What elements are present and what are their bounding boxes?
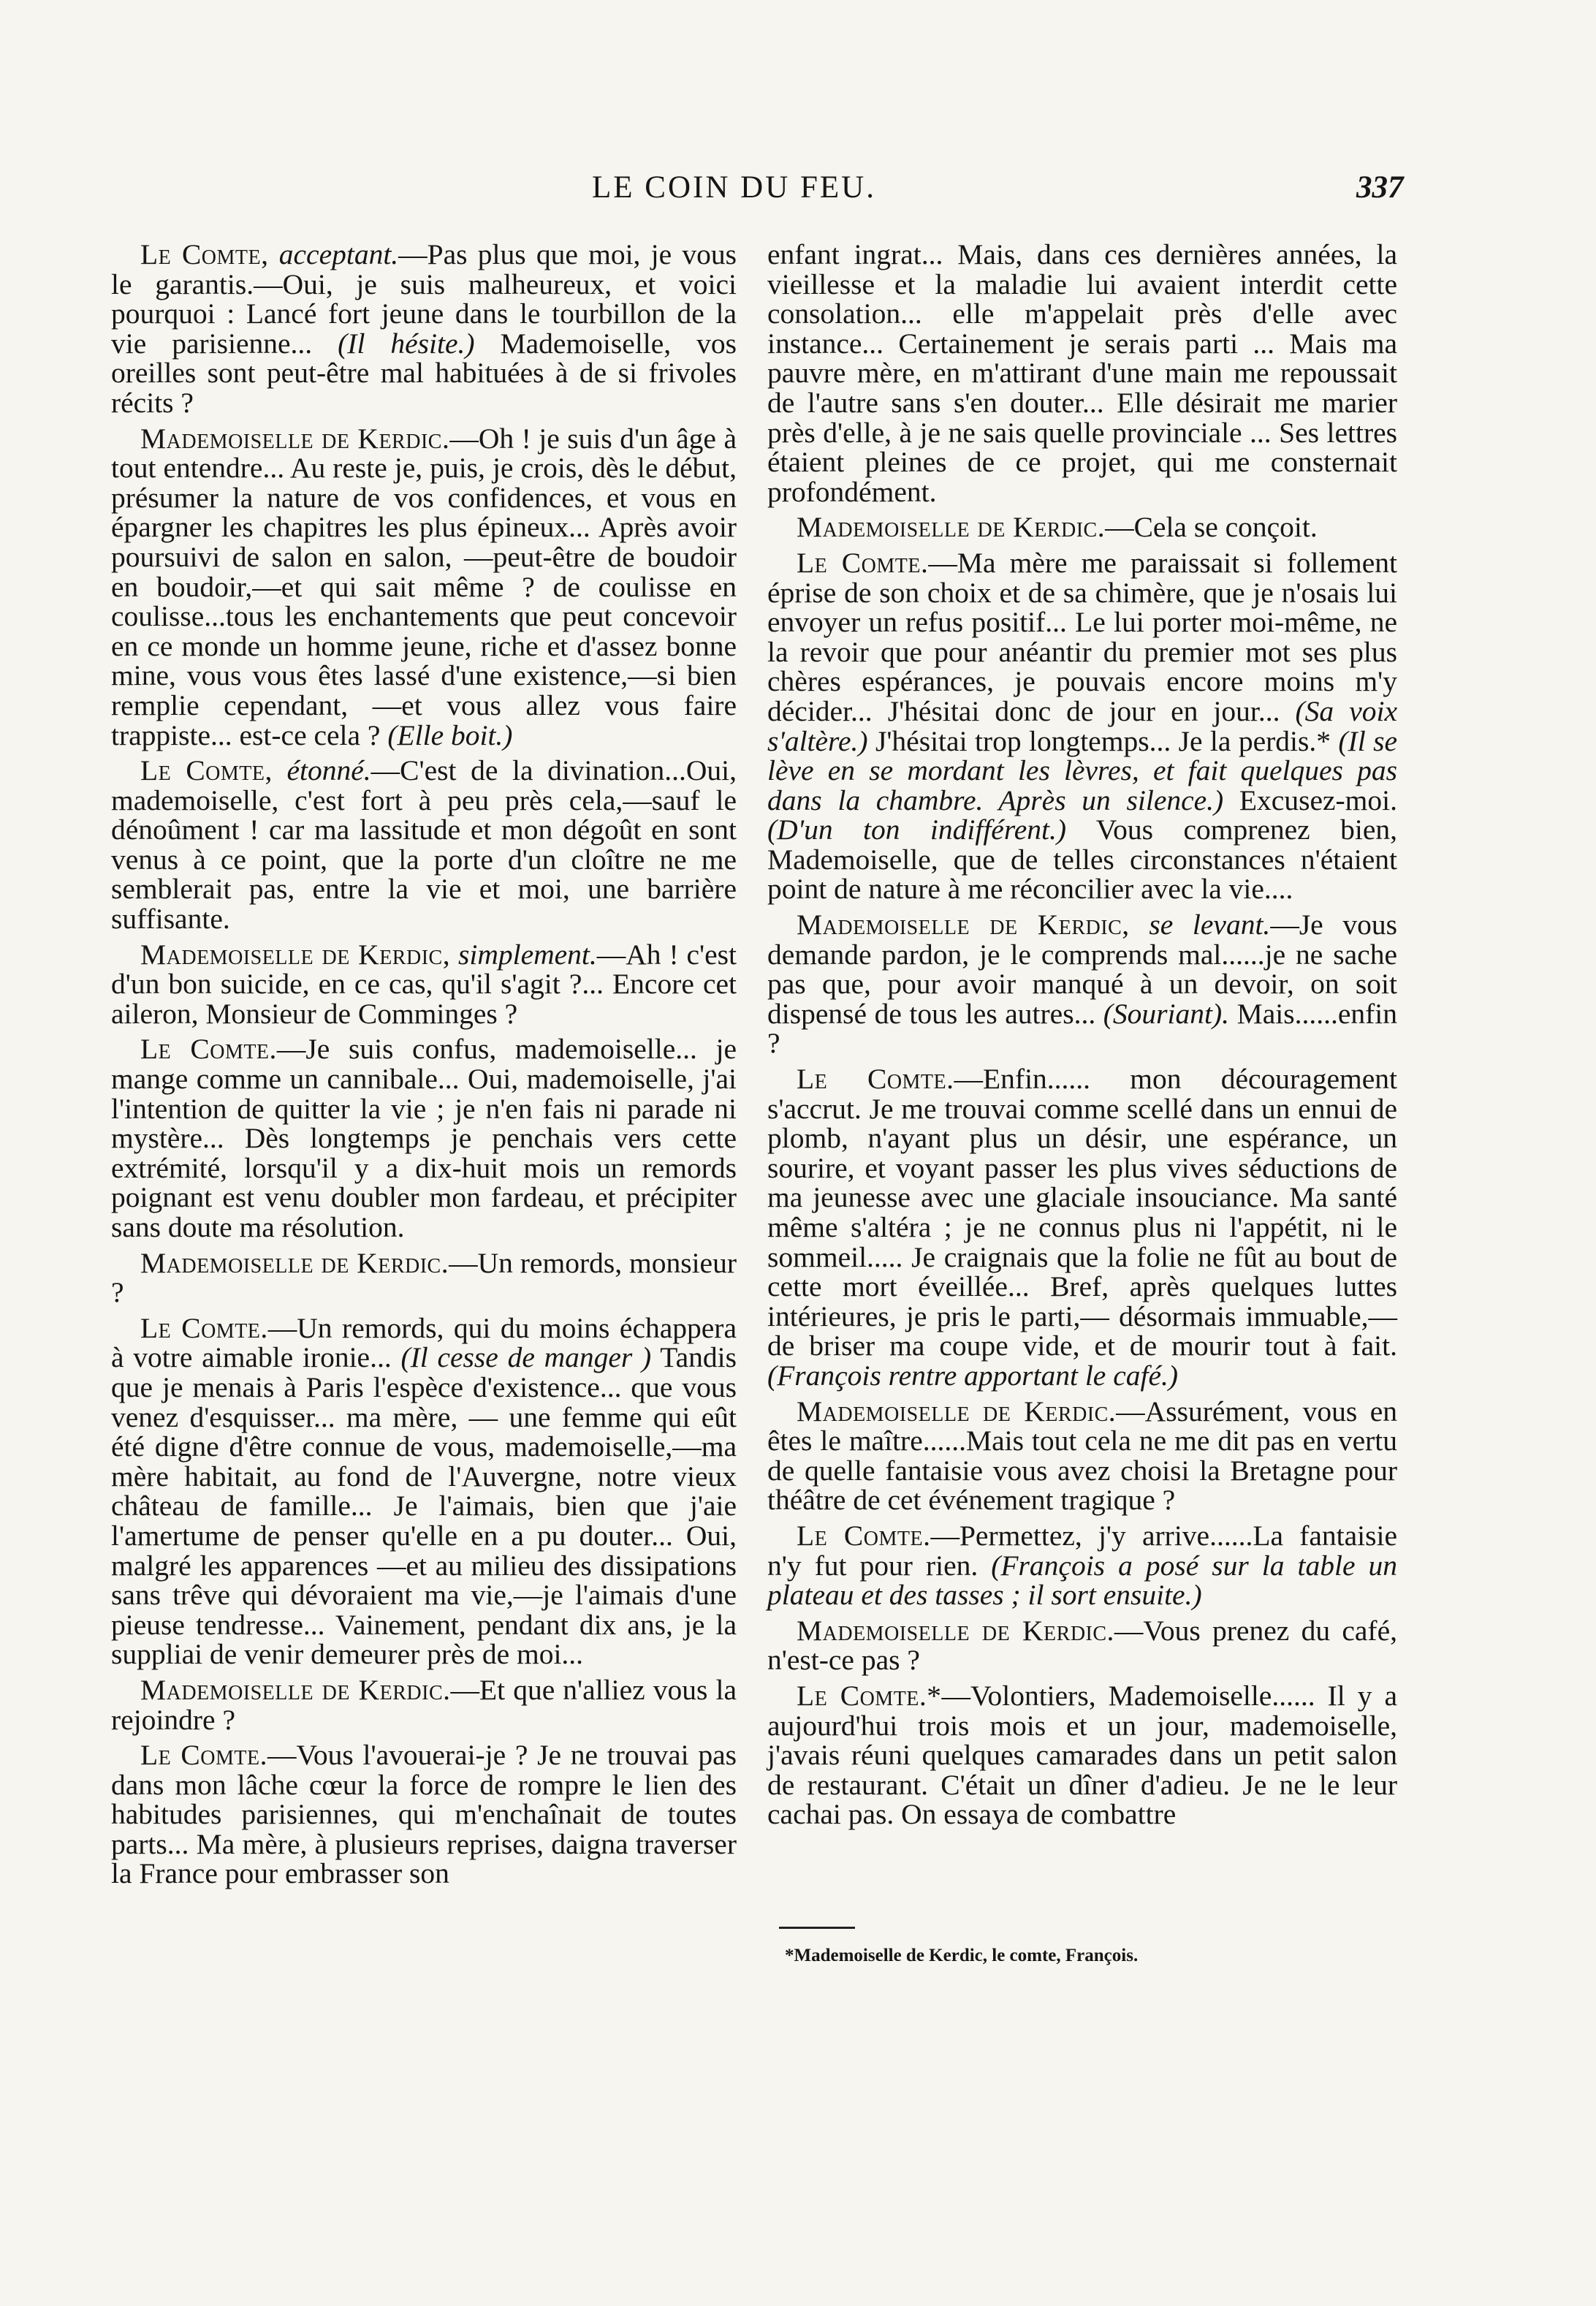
dialogue-paragraph: [767, 1681, 1397, 1829]
stage-direction: (Il se lève en se mordant les lèvres, et fait quelques pas dans la chambre. Après un silence.): [767, 724, 1398, 816]
dialogue-text: —Enfin...... mon découragement s'accrut. Je me trouvai comme scellé dans un ennui de plomb, n'ayant plus un désir, une espérance, un sourire, et voyant passer les plus vives séductions de ma jeunesse avec une glaciale insouciance. Ma santé même s'altéra ; je ne connus plus ni l'appétit, ni le sommeil..... Je craignais que la folie ne fût au bout de cette mort éveillée... Bref, après quelques luttes intérieures, je pris le parti,— désormais immuable,—de briser ma coupe vide, et de mourir tout à fait.: [767, 1063, 1398, 1362]
dialogue-text: —Un remords, qui du moins échappera à votre aimable ironie...: [111, 1311, 737, 1374]
speaker-name: Mademoiselle de Kerdic.: [140, 1246, 449, 1279]
dialogue-paragraph: [111, 756, 737, 934]
dialogue-paragraph: [767, 910, 1397, 1058]
dialogue-paragraph: [111, 424, 737, 751]
speaker-name: Le Comte.: [797, 1063, 954, 1096]
dialogue-text: —Permettez, j'y arrive......La fantaisie n'y fut pour rien.: [767, 1519, 1397, 1582]
stage-direction: (Sa voix s'altère.): [767, 694, 1397, 757]
stage-direction: simplement.: [457, 938, 597, 971]
footnote: *Mademoiselle de Kerdic, le comte, François.: [785, 1946, 1139, 1965]
dialogue-paragraph: [111, 940, 737, 1029]
dialogue-paragraph: [767, 1521, 1397, 1610]
dialogue-paragraph: [767, 1616, 1397, 1675]
dialogue-paragraph: [767, 1397, 1397, 1515]
dialogue-text: Tandis que je menais à Paris l'espèce d'existence... que vous venez d'esquisser... ma mère, — une femme qui eût été digne d'être connue de vous, mademoiselle,—ma mère habitait, au fond de l'Auvergne, notre vieux château de famille... Je l'aimais, bien que j'aie l'amertume de penser qu'elle en a pu douter... Oui, malgré les apparences —et au milieu des dissipations sans trêve qui dévoraient ma vie,—je l'aimais d'une pieuse tendresse... Vainement, pendant dix ans, je la suppliai de venir demeurer près de moi...: [111, 1341, 737, 1671]
speaker-name: Le Comte.: [797, 546, 929, 579]
dialogue-text: —Un remords, monsieur ?: [111, 1246, 737, 1309]
stage-direction: se levant.: [1149, 909, 1271, 941]
speaker-name: Mademoiselle de Kerdic.: [140, 422, 450, 455]
speaker-name: Le Comte.: [140, 1311, 268, 1344]
dialogue-paragraph: [111, 1313, 737, 1669]
speaker-name: Mademoiselle de Kerdic,: [797, 909, 1130, 941]
speaker-name: Mademoiselle de Kerdic.: [797, 511, 1106, 544]
speaker-name: Mademoiselle de Kerdic.: [797, 1395, 1117, 1427]
dialogue-text: —Je vous demande pardon, je le comprends mal......je ne sache pas que, pour avoir manqué à un devoir, on soit dispensé de tous les autres...: [767, 909, 1398, 1030]
dialogue-paragraph: [767, 512, 1397, 542]
page-number: 337: [1356, 170, 1404, 205]
dialogue-paragraph: [111, 1034, 737, 1242]
dialogue-text: —Pas plus que moi, je vous le garantis.—Oui, je suis malheureux, et voici pourquoi : Lancé fort jeune dans le tourbillon de la vie parisienne...: [111, 238, 737, 360]
speaker-name: Le Comte,: [140, 238, 269, 270]
speaker-name: Mademoiselle de Kerdic.: [140, 1673, 451, 1706]
speaker-name: Mademoiselle de Kerdic.: [797, 1614, 1114, 1647]
dialogue-text: —C'est de la divination...Oui, mademoiselle, c'est fort à peu près cela,—sauf le dénoûment ! car ma lassitude et mon dégoût en sont venus à ce point, que la porte d'un cloître ne me semblerait pas, entre la vie et moi, une barrière suffisante.: [111, 754, 737, 936]
dialogue-text: Mais......enfin ?: [767, 997, 1397, 1060]
dialogue-text: —Ah ! c'est d'un bon suicide, en ce cas, qu'il s'agit ?... Encore cet aileron, Monsieur de Comminges ?: [111, 938, 737, 1030]
page-header: [0, 170, 1596, 213]
stage-direction: étonné.: [286, 754, 371, 787]
speaker-name: Le Comte,: [140, 754, 273, 787]
right-column: [767, 240, 1397, 1835]
speaker-name: Mademoiselle de Kerdic,: [140, 938, 451, 971]
dialogue-text: —Oh ! je suis d'un âge à tout entendre... Au reste je, puis, je crois, dès le début, présumer la nature de vos confidences, et vous en épargner les chapitres les plus épineux... Après avoir poursuivi de salon en salon, —peut-être de boudoir en boudoir,—et qui sait même ? de coulisse en coulisse...tous les enchantements que peut concevoir en ce monde un homme jeune, riche et d'assez bonne mine, vous vous êtes lassé d'une existence,—si bien remplie cependant, —et vous allez vous faire trappiste... est-ce cela ?: [111, 422, 737, 751]
stage-direction: acceptant.: [278, 238, 399, 270]
dialogue-text: —Je suis confus, mademoiselle... je mange comme un cannibale... Oui, mademoiselle, j'ai l'intention de quitter la vie ; je n'en fais ni parade ni mystère... Dès longtemps je penchais vers cette extrémité, lorsqu'il y a dix-huit mois un remords poignant est venu doubler mon fardeau, et précipiter sans doute ma résolution.: [111, 1033, 737, 1243]
stage-direction: (Souriant).: [1103, 997, 1230, 1030]
speaker-name: Le Comte.: [797, 1519, 931, 1552]
dialogue-text: —Cela se conçoit.: [1105, 511, 1318, 544]
dialogue-text: Mademoiselle, vos oreilles sont peut-être mal habituées à de si frivoles récits ?: [111, 327, 737, 419]
stage-direction: (Elle boit.): [387, 718, 513, 751]
speaker-name: Le Comte.: [140, 1739, 267, 1772]
dialogue-paragraph: [111, 1675, 737, 1734]
speaker-name: Le Comte.: [140, 1033, 277, 1066]
dialogue-paragraph: [767, 548, 1397, 904]
speaker-name: Le Comte.*: [797, 1679, 942, 1712]
dialogue-text: —Vous prenez du café, n'est-ce pas ?: [767, 1614, 1397, 1677]
dialogue-paragraph: [111, 1740, 737, 1889]
dialogue-paragraph: [111, 240, 737, 418]
dialogue-text: —Assurément, vous en êtes le maître......Mais tout cela ne me dit pas en vertu de quelle fantaisie vous avez choisi la Bretagne pour théâtre de cet événement tragique ?: [767, 1395, 1397, 1517]
stage-direction: (François rentre apportant le café.): [767, 1359, 1179, 1392]
stage-direction: (François a posé sur la table un plateau et des tasses ; il sort ensuite.): [767, 1549, 1398, 1612]
dialogue-paragraph: [767, 1064, 1397, 1391]
dialogue-text: —Ma mère me paraissait si follement éprise de son choix et de sa chimère, que je n'osais lui envoyer un refus positif... Le lui porter moi-même, ne la revoir que pour anéantir du premier mot ses plus chères espérances, je pouvais encore moins m'y décider... J'hésitai donc de jour en jour...: [767, 546, 1397, 727]
dialogue-text: —Vous l'avouerai-je ? Je ne trouvai pas dans mon lâche cœur la force de rompre le lien des habitudes parisiennes, qui m'enchaînait de toutes parts... Ma mère, à plusieurs reprises, daigna traverser la France pour embrasser son: [111, 1739, 737, 1890]
dialogue-text: —Volontiers, Mademoiselle...... Il y a aujourd'hui trois mois et un jour, mademoiselle, j'avais réuni quelques camarades dans un petit salon de restaurant. C'était un dîner d'adieu. Je ne le leur cachai pas. On essaya de combattre: [767, 1679, 1397, 1831]
dialogue-text: J'hésitai trop longtemps... Je la perdis.*: [867, 724, 1339, 757]
stage-direction: (Il cesse de manger ): [400, 1341, 652, 1374]
dialogue-text: enfant ingrat... Mais, dans ces dernières années, la vieillesse et la maladie lui avaient interdit cette consolation... elle m'appelait près d'elle avec instance... Certainement je serais parti ... Mais ma pauvre mère, en m'attirant d'une main me repoussait de l'autre sans s'en douter... Elle désirait me marier près d'elle, à je ne sais quelle provinciale ... Ses lettres étaient pleines de ce projet, qui me consternait profondément.: [767, 238, 1397, 508]
dialogue-paragraph: [111, 1248, 737, 1308]
dialogue-text: Vous comprenez bien, Mademoiselle, que de telles circonstances n'étaient point de nature à me réconcilier avec la vie....: [767, 813, 1397, 906]
left-column: [111, 240, 737, 1895]
stage-direction: (D'un ton indifférent.): [767, 813, 1067, 846]
dialogue-paragraph: [767, 240, 1397, 507]
dialogue-text: Excusez-moi.: [1223, 784, 1397, 816]
footnote-rule: [779, 1927, 855, 1929]
running-title: LE COIN DU FEU.: [592, 170, 876, 205]
dialogue-text: —Et que n'alliez vous la rejoindre ?: [111, 1673, 737, 1736]
stage-direction: (Il hésite.): [338, 327, 475, 360]
